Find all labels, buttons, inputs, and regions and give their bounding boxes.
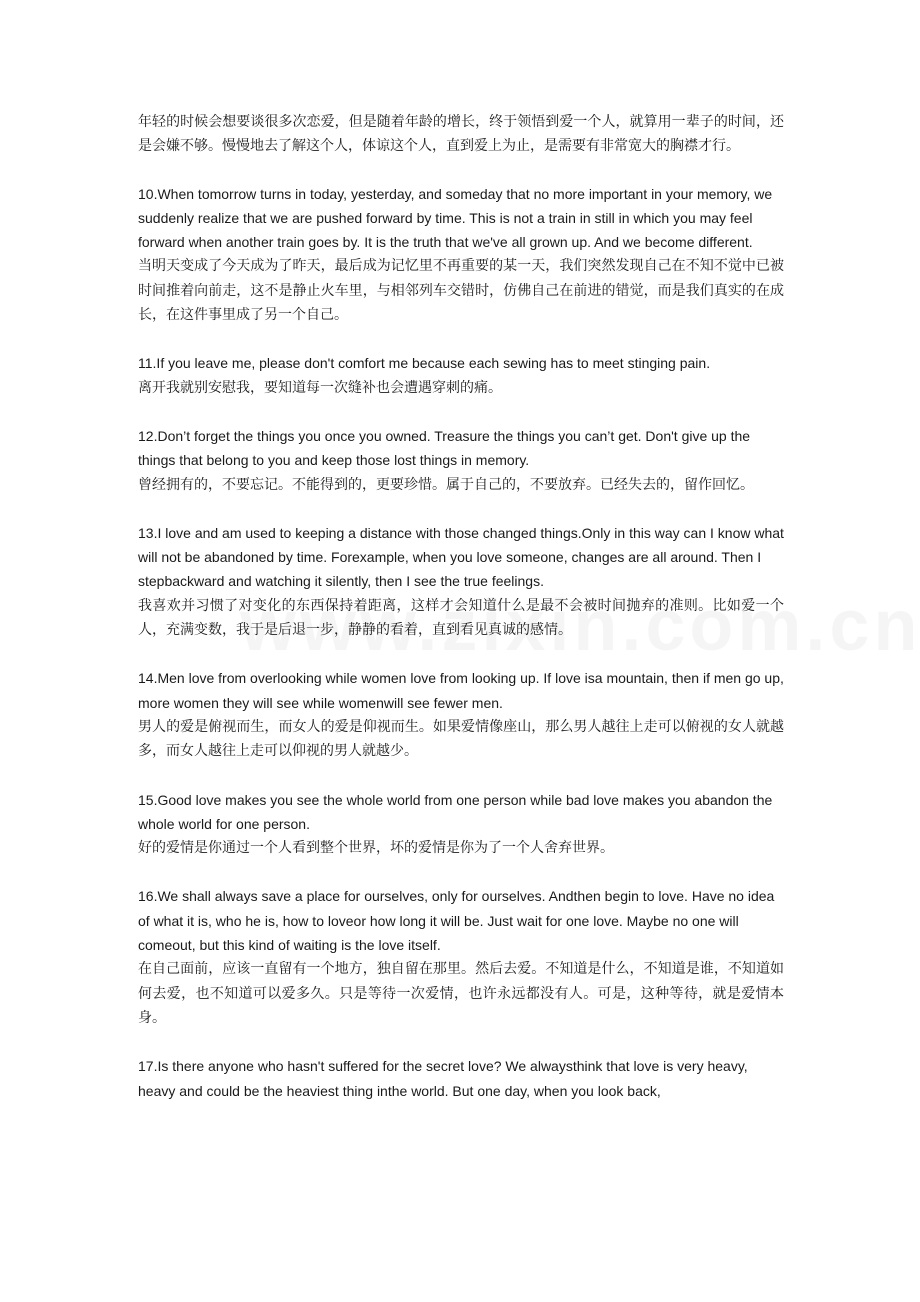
- paragraph-block: [138, 788, 784, 861]
- english-text: 15.Good love makes you see the whole world from one person while bad love makes you abandon the whole world for one person.: [138, 791, 773, 832]
- paragraph-block: [138, 884, 784, 1030]
- paragraph-block: [138, 521, 784, 642]
- english-text: 16.We shall always save a place for ourselves, only for ourselves. Andthen begin to love. Have no idea of what it is, who he is, how to loveor how long it will be. Just wait for one love. Maybe no one will comeout, but this kind of waiting is the love itself.: [138, 888, 775, 954]
- chinese-text: 年轻的时候会想要谈很多次恋爱，但是随着年龄的增长，终于领悟到爱一个人，就算用一辈子的时间，还是会嫌不够。慢慢地去了解这个人，体谅这个人，直到爱上为止，是需要有非常宽大的胸襟才行。: [138, 114, 784, 155]
- paragraph-block: [138, 182, 784, 328]
- english-text: 10.When tomorrow turns in today, yesterday, and someday that no more important in your memory, we suddenly realize that we are pushed forward by time. This is not a train in still in which you may feel forward when another train goes by. It is the truth that we've all grown up. And we become different.: [138, 185, 773, 251]
- paragraph-block: [138, 1054, 784, 1103]
- paragraph-block: [138, 110, 784, 159]
- english-text: 14.Men love from overlooking while women love from looking up. If love isa mountain, then if men go up, more women they will see while womenwill see fewer men.: [138, 670, 784, 711]
- english-text: 11.If you leave me, please don't comfort me because each sewing has to meet stinging pain.: [138, 355, 711, 372]
- english-text: 17.Is there anyone who hasn't suffered for the secret love? We alwaysthink that love is very heavy, heavy and could be the heaviest thing inthe world. But one day, when you look back,: [138, 1058, 748, 1099]
- document-page: [138, 110, 784, 1127]
- paragraph-block: [138, 424, 784, 497]
- chinese-text: 曾经拥有的，不要忘记。不能得到的，更要珍惜。属于自己的，不要放弃。已经失去的，留作回忆。: [138, 476, 754, 493]
- paragraph-block: [138, 666, 784, 763]
- chinese-text: 好的爱情是你通过一个人看到整个世界，坏的爱情是你为了一个人舍弃世界。: [138, 840, 614, 857]
- chinese-text: 我喜欢并习惯了对变化的东西保持着距离，这样才会知道什么是最不会被时间抛弃的准则。比如爱一个人，充满变数，我于是后退一步，静静的看着，直到看见真诚的感情。: [138, 597, 784, 639]
- chinese-text: 男人的爱是俯视而生，而女人的爱是仰视而生。如果爱情像座山，那么男人越往上走可以俯视的女人就越多，而女人越往上走可以仰视的男人就越少。: [138, 718, 784, 760]
- english-text: 13.I love and am used to keeping a distance with those changed things.Only in this way can I know what will not be abandoned by time. Forexample, when you love someone, changes are all around. Then I stepbackward and watching it silently, then I see the true feelings.: [138, 524, 784, 590]
- chinese-text: 当明天变成了今天成为了昨天，最后成为记忆里不再重要的某一天，我们突然发现自己在不知不觉中已被时间推着向前走，这不是静止火车里，与相邻列车交错时，仿佛自己在前进的错觉，而是我们真实的在成长，在这件事里成了另一个自己。: [138, 258, 784, 324]
- chinese-text: 在自己面前，应该一直留有一个地方，独自留在那里。然后去爱。不知道是什么，不知道是谁，不知道如何去爱，也不知道可以爱多久。只是等待一次爱情，也许永远都没有人。可是，这种等待，就是爱情本身。: [138, 961, 784, 1026]
- english-text: 12.Don’t forget the things you once you owned. Treasure the things you can’t get. Don't give up the things that belong to you and keep those lost things in memory.: [138, 427, 751, 469]
- paragraph-block: [138, 351, 784, 400]
- chinese-text: 离开我就别安慰我，要知道每一次缝补也会遭遇穿刺的痛。: [138, 379, 502, 396]
